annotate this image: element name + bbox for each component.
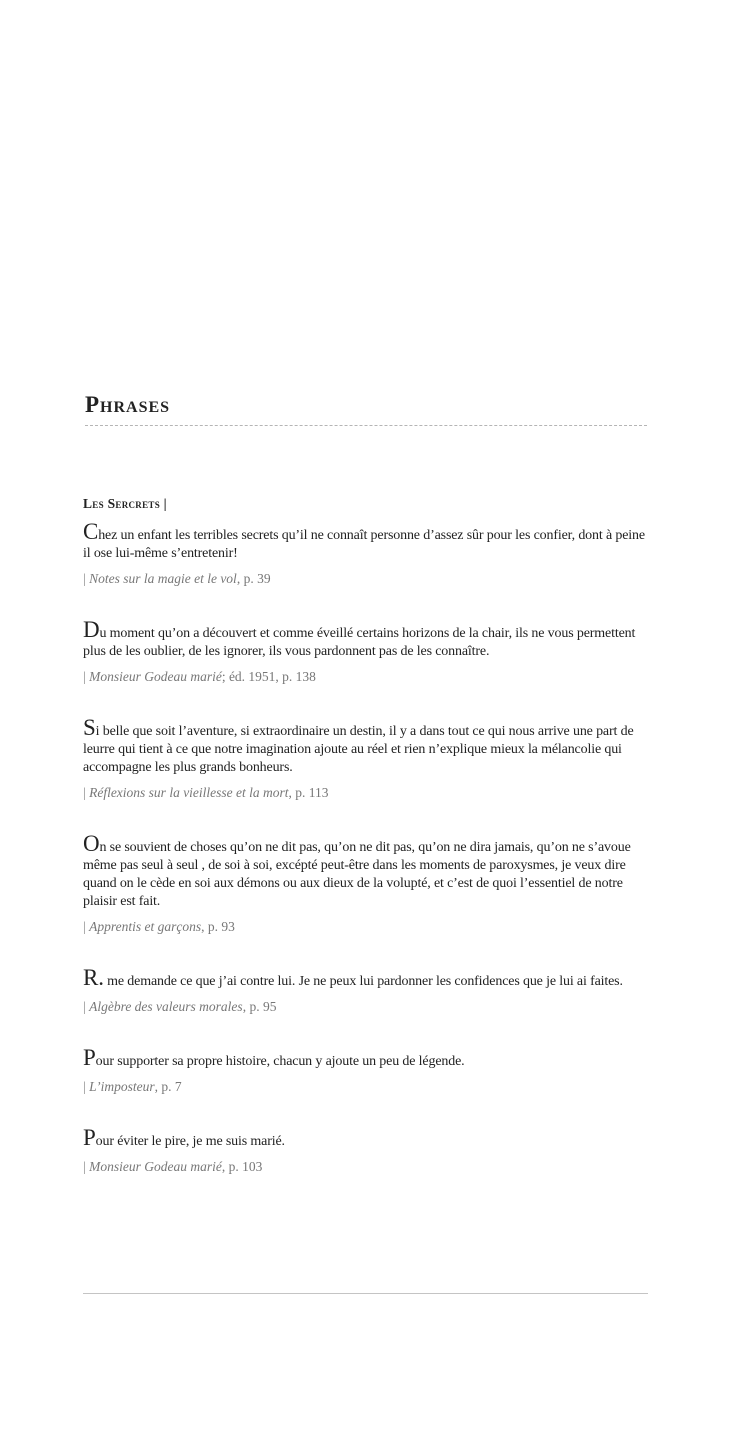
citation-book-title: Monsieur Godeau marié [89,669,222,684]
citation-reference: , p. 7 [154,1079,182,1094]
quote-body: hez un enfant les terribles secrets qu’il ne connaît personne d’assez sûr pour les confier, dont à peine il ose lui-même s’entretenir! [83,528,645,561]
quote-text [83,715,647,777]
quote-item [83,715,647,802]
quote-citation [83,918,647,936]
drop-initial: R. [83,965,104,990]
quote-item [83,965,647,1016]
drop-initial: P [83,1045,96,1070]
quote-text [83,1045,647,1071]
quote-body: me demande ce que j’ai contre lui. Je ne peux lui pardonner les confidences que je lui ai faites. [103,974,623,989]
citation-pipe: | [83,785,86,800]
drop-initial: C [83,519,99,544]
quote-body: our éviter le pire, je me suis marié. [95,1134,285,1149]
quote-body: n se souvient de choses qu’on ne dit pas, qu’on ne dit pas, qu’on ne dira jamais, qu’on ne s’avoue même pas seul à seul , de soi à soi, excépté peut-être dans les moments de paroxysmes, je veux dire quand on le cède en soi aux démons ou aux dieux de la volupté, et c’est de quoi l’essentiel de notre plaisir est fait. [83,840,631,909]
quote-citation [83,998,647,1016]
citation-book-title: Monsieur Godeau marié [89,1159,222,1174]
quote-citation [83,1158,647,1176]
quote-text [83,617,647,661]
citation-book-title: L’imposteur [89,1079,155,1094]
page-title: Phrases [85,392,171,417]
citation-book-title: Notes sur la magie et le vol [89,571,237,586]
citation-book-title: Réflexions sur la vieillesse et la mort [89,785,289,800]
quote-item [83,617,647,686]
quote-citation [83,668,647,686]
quote-citation [83,784,647,802]
phrases-page [83,388,647,1176]
citation-reference: , p. 93 [201,919,235,934]
drop-initial: O [83,831,100,856]
quote-text [83,965,647,991]
citation-reference: , p. 103 [221,1159,263,1174]
citation-book-title: Algèbre des valeurs morales [89,999,243,1014]
quote-text [83,831,647,911]
citation-reference: , p. 95 [242,999,277,1014]
quote-item [83,519,647,588]
citation-book-title: Apprentis et garçons [89,919,202,934]
quote-text [83,1125,647,1151]
quote-body: i belle que soit l’aventure, si extraordinaire un destin, il y a dans tout ce qui nous arrive une part de leurre qui tient à ce que notre imagination ajoute au réel et rien n’explique mieux la mélancolie qui accompagne les plus grands bonheurs. [83,724,634,775]
quote-citation [83,570,647,588]
quote-text [83,519,647,563]
quote-body: u moment qu’on a découvert et comme éveillé certains horizons de la chair, ils ne vous permettent plus de les oublier, de les ignorer, ils vous pardonnent pas de les connaître. [83,626,636,659]
citation-pipe: | [83,1159,86,1174]
citation-pipe: | [83,999,86,1014]
citation-pipe: | [83,1079,86,1094]
citation-pipe: | [83,919,86,934]
section-heading: Les Sercrets | [83,496,167,511]
citation-pipe: | [83,571,86,586]
title-dashed-divider [85,425,647,426]
citation-reference: , p. 113 [288,785,329,800]
quote-body: our supporter sa propre histoire, chacun y ajoute un peu de légende. [95,1054,465,1069]
citation-reference: , p. 39 [236,571,271,586]
drop-initial: S [83,715,96,740]
drop-initial: P [83,1125,96,1150]
quote-item [83,1045,647,1096]
quote-item [83,1125,647,1176]
quote-item [83,831,647,936]
drop-initial: D [83,617,100,642]
citation-pipe: | [83,669,86,684]
quote-citation [83,1078,647,1096]
footer-divider [83,1293,648,1294]
citation-reference: ; éd. 1951, p. 138 [221,669,316,684]
